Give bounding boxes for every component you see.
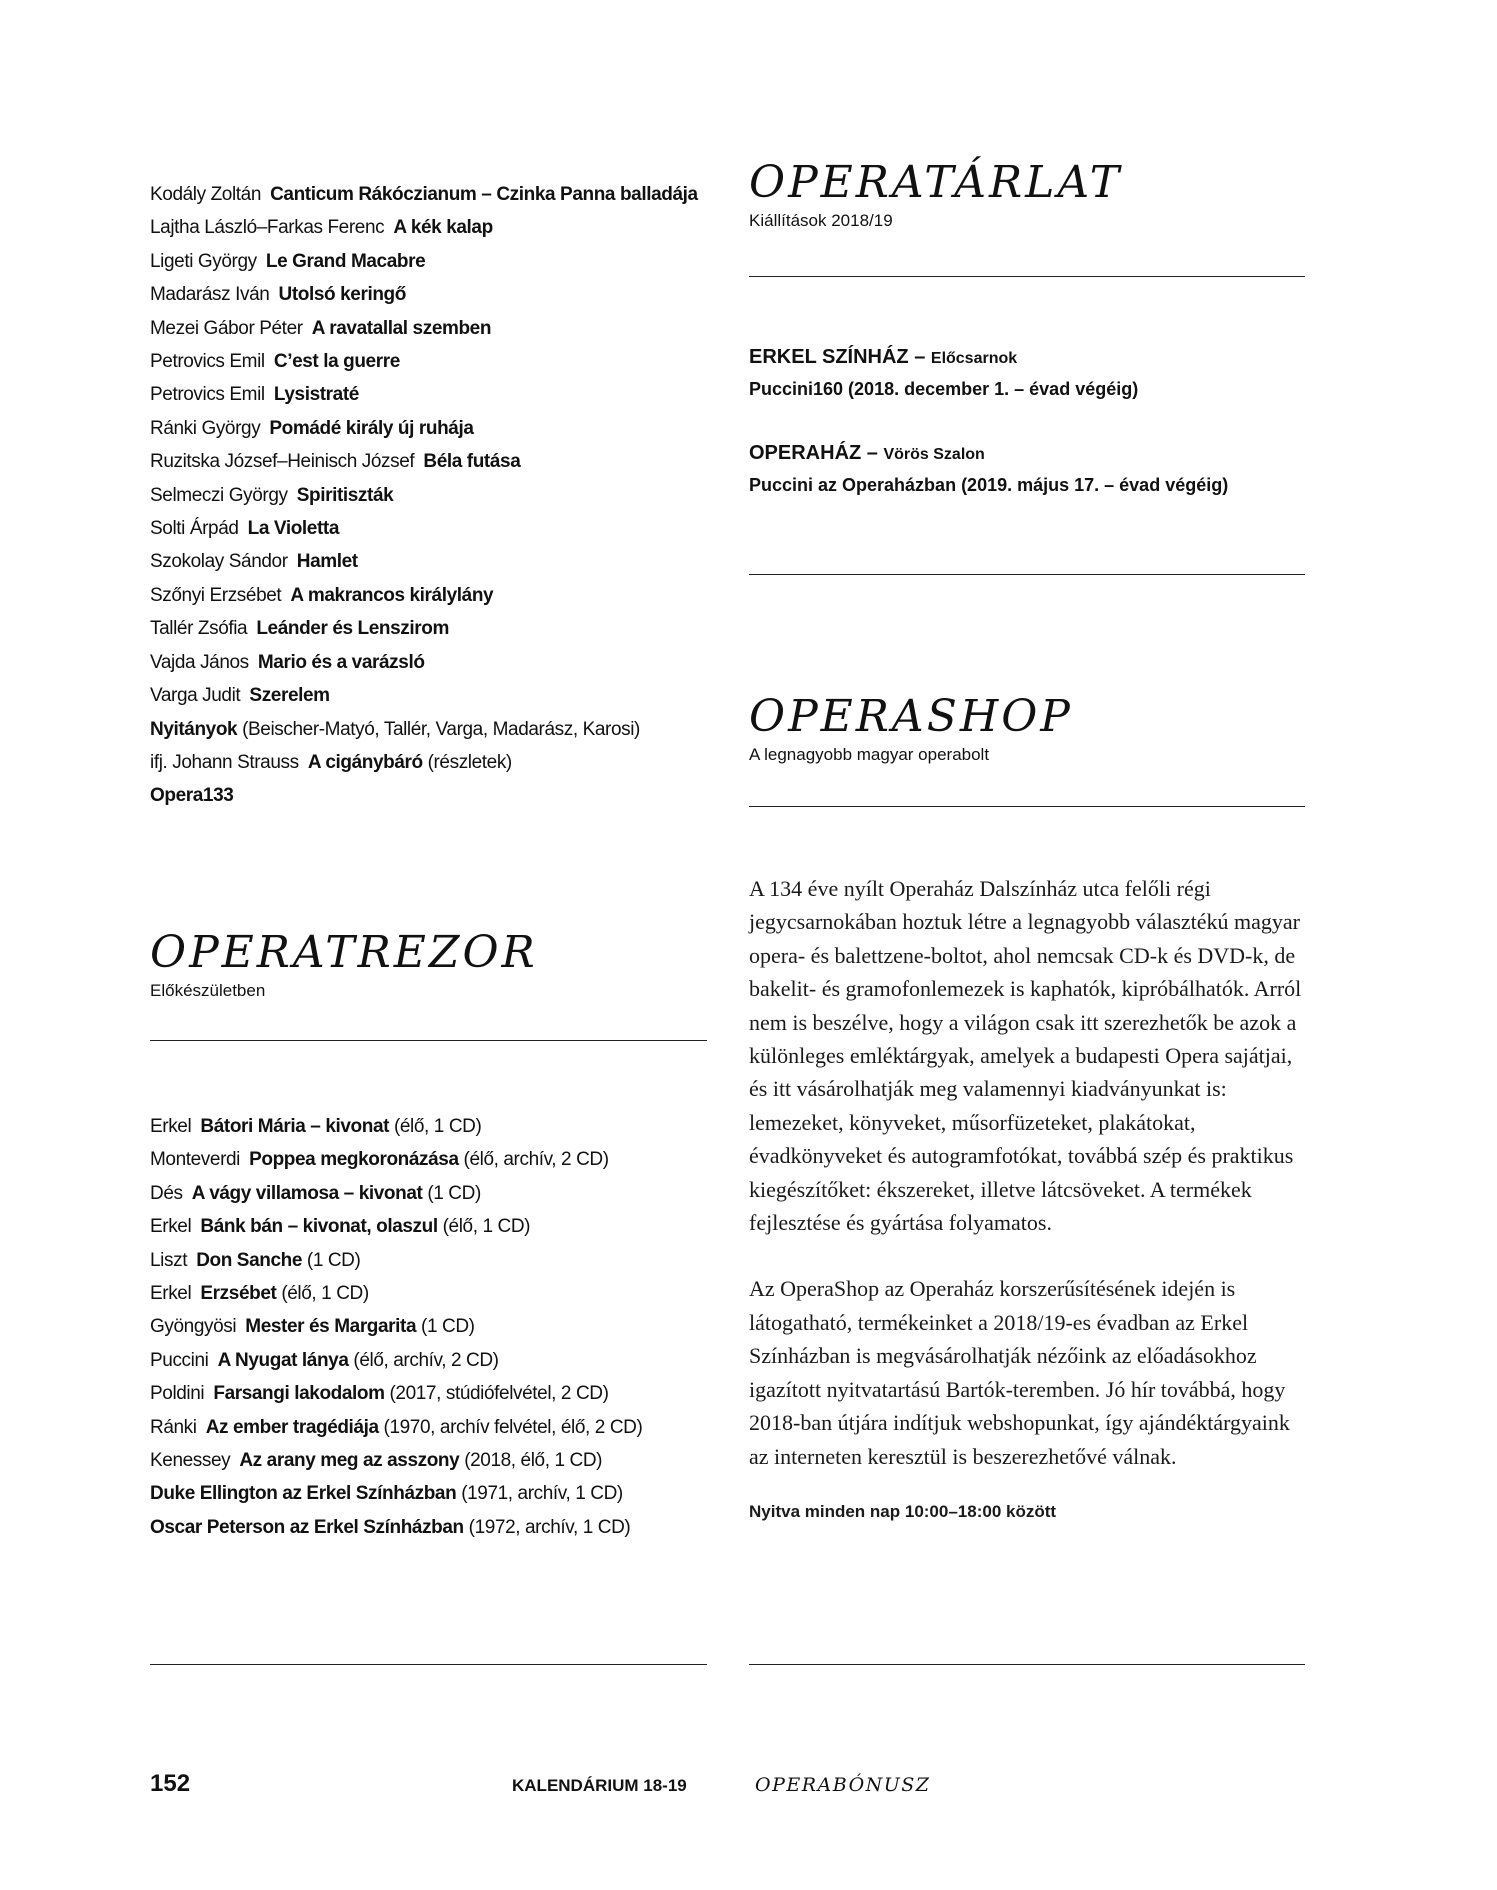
work-title: Az ember tragédiája [205, 1416, 379, 1438]
work-title: Pomádé király új ruhája [269, 417, 474, 439]
divider [749, 276, 1305, 277]
list-item [150, 579, 707, 612]
work-title: Lysistraté [273, 384, 359, 406]
work-details: (részletek) [427, 751, 512, 773]
divider [749, 574, 1305, 575]
work-title: La Violetta [247, 518, 339, 540]
operatarlat-section [749, 158, 1305, 232]
divider [749, 1664, 1305, 1665]
composer-name: Erkel [150, 1216, 192, 1238]
publication-name: KALENDÁRIUM 18-19 [512, 1776, 687, 1795]
list-item [150, 1477, 707, 1510]
work-title: Nyitányok [150, 718, 238, 740]
operashop-paragraph-2: Az OperaShop az Operaház korszerűsítésének idején is látogatható, termékeinket a 2018/19-es évadban az Erkel Színházban is megvásárolhatják nézőink az előadásokhoz igazított nyitvatartású Bartók-teremben. Jó hír továbbá, hogy 2018-ban útjára indítjuk webshopunkat, így ajándéktárgyaink az interneten keresztül is beszerezhetővé válnak. [749, 1276, 1290, 1469]
work-title: A Nyugat lánya [217, 1349, 349, 1371]
list-item [150, 1310, 707, 1343]
work-title: Le Grand Macabre [265, 250, 426, 272]
work-title: A kék kalap [393, 217, 493, 239]
list-item [150, 278, 707, 311]
work-title: Utolsó keringő [278, 284, 406, 306]
work-details: (1 CD) [427, 1182, 481, 1204]
composer-name: Selmeczi György [150, 484, 288, 506]
work-title: Hamlet [296, 551, 358, 573]
work-title: Opera133 [150, 785, 234, 807]
divider [150, 1664, 707, 1665]
list-item [150, 1110, 707, 1143]
composer-name: Ránki [150, 1416, 197, 1438]
work-details: (2017, stúdiófelvétel, 2 CD) [389, 1383, 609, 1405]
list-item [150, 746, 707, 779]
composer-name: Liszt [150, 1249, 188, 1271]
list-item [150, 1277, 707, 1310]
list-item [150, 312, 707, 345]
list-item [150, 1143, 707, 1176]
operashop-paragraph-1: A 134 éve nyílt Operaház Dalszínház utca felőli régi jegycsarnokában hoztuk létre a legnagyobb választékú magyar opera- és balettzene-boltot, ahol nemcsak CD-k és DVD-k, de bakelit- és gramofonlemezek is kaphatók, kipróbálhatók. Arról nem is beszélve, hogy a világon csak itt szerezhetők be azok a különleges emléktárgyak, amelyek a budapesti Opera sajátjai, és itt vásárolhatják meg valamennyi kiadványunkat is: lemezeket, könyveket, műsorfüzeteket, plakátokat, évadkönyveket és autogramfotókat, továbbá szép és praktikus kiegészítőket: ékszereket, illetve látcsöveket. A termékek fejlesztése és gyártása folyamatos. [749, 876, 1302, 1236]
work-details: (2018, élő, 1 CD) [464, 1450, 603, 1472]
list-item [150, 1377, 707, 1410]
composer-name: Erkel [150, 1116, 192, 1137]
composer-name: Szokolay Sándor [150, 551, 288, 573]
operatarlat-title: OPERATÁRLAT [749, 157, 1123, 208]
composer-name: Petrovics Emil [150, 384, 265, 406]
divider [749, 806, 1305, 807]
work-details: (Beischer-Matyó, Tallér, Varga, Madarász, Karosi) [242, 718, 640, 740]
list-item [150, 445, 707, 478]
work-title: Leánder és Lenszirom [256, 618, 449, 640]
composer-name: Varga Judit [150, 685, 241, 707]
list-item [150, 1244, 707, 1277]
work-title: Erzsébet [200, 1283, 277, 1305]
composer-name: ifj. Johann Strauss [150, 751, 299, 773]
composer-name: Dés [150, 1182, 183, 1204]
list-item [150, 412, 707, 445]
operatrezor-title: OPERATREZOR [150, 927, 538, 978]
operatarlat-subtitle: Kiállítások 2018/19 [749, 211, 893, 230]
work-title: A makrancos királylány [290, 584, 494, 606]
composer-name: Mezei Gábor Péter [150, 317, 303, 339]
work-title: A vágy villamosa – kivonat [191, 1182, 423, 1204]
work-title: Bánk bán – kivonat, olaszul [200, 1216, 438, 1238]
work-details: (1 CD) [306, 1249, 361, 1271]
list-item [150, 1411, 707, 1444]
work-title: Farsangi lakodalom [213, 1383, 385, 1405]
composer-name: Madarász Iván [150, 284, 270, 306]
work-title: Oscar Peterson az Erkel Színházban [150, 1516, 464, 1538]
work-title: C’est la guerre [273, 351, 400, 373]
operatrezor-section [150, 928, 707, 1002]
operashop-subtitle: A legnagyobb magyar operabolt [749, 745, 990, 764]
work-title: Béla futása [423, 451, 521, 473]
exhibition-list [749, 342, 1305, 500]
divider [150, 1040, 707, 1041]
list-item [150, 211, 707, 244]
composer-name: Vajda János [150, 651, 249, 673]
section-name: OPERABÓNUSZ [755, 1774, 931, 1796]
list-item [150, 612, 707, 645]
list-item [150, 1210, 707, 1243]
operashop-section [749, 692, 1305, 766]
list-item [150, 679, 707, 712]
work-title: Bátori Mária – kivonat [200, 1116, 390, 1137]
list-item [150, 779, 707, 812]
composer-name: Poldini [150, 1383, 205, 1405]
work-details: (1 CD) [421, 1316, 475, 1338]
work-title: Poppea megkoronázása [249, 1149, 459, 1171]
venue-erkel-detail: Puccini160 (2018. december 1. – évad végéig) [749, 379, 1139, 399]
composer-name: Erkel [150, 1283, 192, 1305]
venue-operahaz: OPERAHÁZ – Vörös Szalon [749, 442, 985, 464]
repertoire-list [150, 178, 707, 813]
venue-erkel: ERKEL SZÍNHÁZ – Előcsarnok [749, 346, 1018, 368]
list-item [150, 378, 707, 411]
work-title: Duke Ellington az Erkel Színházban [150, 1483, 457, 1505]
list-item [150, 1444, 707, 1477]
composer-name: Ránki György [150, 417, 261, 439]
composer-name: Szőnyi Erzsébet [150, 584, 282, 606]
work-title: A cigánybáró [307, 751, 423, 773]
composer-name: Kodály Zoltán [150, 184, 261, 205]
operatrezor-list [150, 1110, 707, 1544]
work-title: Az arany meg az asszony [239, 1450, 460, 1472]
venue-operahaz-detail: Puccini az Operaházban (2019. május 17. – évad végéig) [749, 475, 1229, 495]
list-item [150, 713, 707, 746]
work-details: (élő, archív, 2 CD) [463, 1149, 609, 1171]
list-item [150, 345, 707, 378]
work-title: Mario és a varázsló [257, 651, 425, 673]
list-item [150, 479, 707, 512]
composer-name: Tallér Zsófia [150, 618, 248, 640]
composer-name: Monteverdi [150, 1149, 240, 1171]
work-title: Szerelem [249, 685, 330, 707]
work-details: (élő, 1 CD) [442, 1216, 531, 1238]
list-item [150, 512, 707, 545]
work-title: Don Sanche [196, 1249, 302, 1271]
composer-name: Ruzitska József–Heinisch József [150, 451, 415, 473]
list-item [150, 1511, 707, 1544]
list-item [150, 245, 707, 278]
composer-name: Petrovics Emil [150, 351, 265, 373]
work-title: Spiritiszták [296, 484, 394, 506]
operashop-description [749, 872, 1305, 1528]
list-item [150, 1177, 707, 1210]
work-details: (élő, 1 CD) [281, 1283, 369, 1305]
composer-name: Solti Árpád [150, 518, 239, 540]
work-details: (1972, archív, 1 CD) [468, 1516, 631, 1538]
page-number: 152 [150, 1770, 191, 1797]
list-item [150, 646, 707, 679]
composer-name: Ligeti György [150, 250, 257, 272]
work-details: (élő, archív, 2 CD) [353, 1349, 499, 1371]
work-title: Canticum Rákóczianum – Czinka Panna balladája [270, 184, 698, 205]
work-title: Mester és Margarita [245, 1316, 417, 1338]
opening-hours: Nyitva minden nap 10:00–18:00 között [749, 1501, 1057, 1521]
work-title: A ravatallal szemben [311, 317, 492, 339]
list-item [150, 1344, 707, 1377]
composer-name: Lajtha László–Farkas Ferenc [150, 217, 385, 239]
work-details: (1971, archív, 1 CD) [461, 1483, 623, 1505]
list-item [150, 178, 707, 211]
work-details: (1970, archív felvétel, élő, 2 CD) [383, 1416, 643, 1438]
composer-name: Puccini [150, 1349, 209, 1371]
work-details: (élő, 1 CD) [393, 1116, 482, 1137]
composer-name: Gyöngyösi [150, 1316, 237, 1338]
operatrezor-subtitle: Előkészületben [150, 981, 266, 1000]
list-item [150, 545, 707, 578]
composer-name: Kenessey [150, 1450, 231, 1472]
operashop-title: OPERASHOP [749, 691, 1073, 742]
